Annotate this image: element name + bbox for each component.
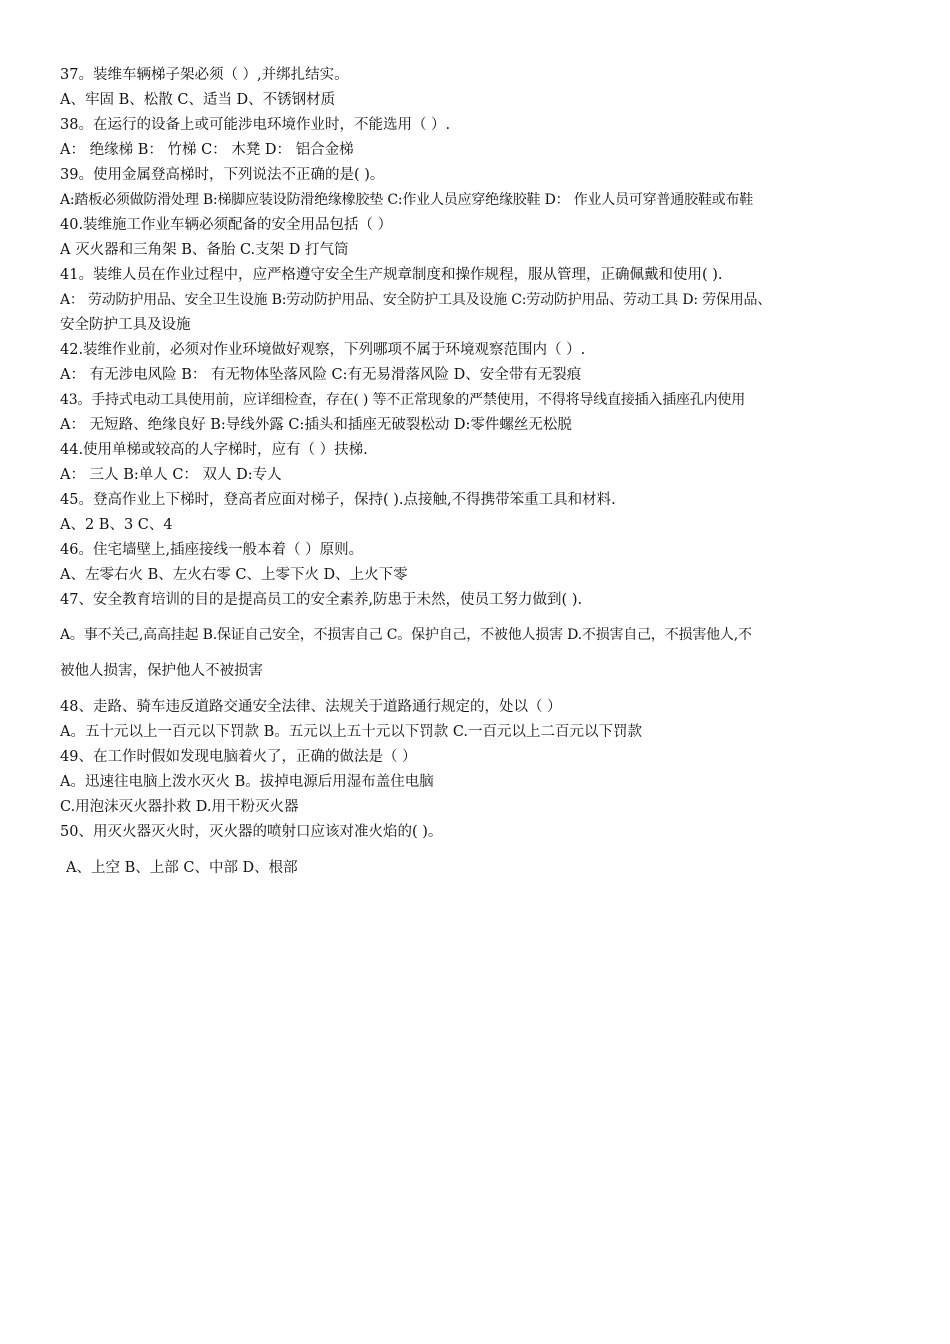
- question-47: 47、安全教育培训的目的是提高员工的安全素养,防患于未然，使员工努力做到( ).: [60, 592, 583, 608]
- options-46: A、左零右火 B、左火右零 C、上零下火 D、上火下零: [60, 567, 408, 583]
- question-42: 42.装维作业前，必须对作业环境做好观察，下列哪项不属于环境观察范围内（ ）.: [60, 342, 586, 358]
- options-37: A、牢固 B、松散 C、适当 D、不锈钢材质: [60, 92, 336, 108]
- options-42: A： 有无涉电风险 B： 有无物体坠落风险 C:有无易滑落风险 D、安全带有无裂痕: [60, 367, 582, 383]
- options-50: A、上空 B、上部 C、中部 D、根部: [66, 860, 298, 876]
- question-49: 49、在工作时假如发现电脑着火了，正确的做法是（ ）: [60, 749, 417, 765]
- question-45: 45。登高作业上下梯时，登高者应面对梯子，保持( ).点接触,不得携带笨重工具和材料.: [60, 492, 616, 508]
- question-50: 50、用灭火器灭火时，灭火器的喷射口应该对准火焰的( )。: [60, 824, 443, 840]
- options-49-ab: A。迅速往电脑上泼水灭火 B。拔掉电源后用湿布盖住电脑: [60, 774, 434, 790]
- question-38: 38。在运行的设备上或可能涉电环境作业时，不能选用（ ）.: [60, 117, 451, 133]
- question-43: 43。手持式电动工具使用前，应详细检查，存在( ) 等不正常现象的严禁使用，不得将导线直接插入插座孔内使用: [60, 392, 746, 408]
- options-41: A： 劳动防护用品、安全卫生设施 B:劳动防护用品、安全防护工具及设施 C:劳动防护用品、劳动工具 D: 劳保用品、: [60, 292, 772, 308]
- options-49-cd: C.用泡沫灭火器扑救 D.用干粉灭火器: [60, 799, 299, 815]
- options-38: A： 绝缘梯 B： 竹梯 C： 木凳 D： 铝合金梯: [60, 142, 354, 158]
- options-44: A： 三人 B:单人 C： 双人 D:专人: [60, 467, 282, 483]
- question-37: 37。装维车辆梯子架必须（ ）,并绑扎结实。: [60, 67, 349, 83]
- options-39: A:踏板必须做防滑处理 B:梯脚应装设防滑绝缘橡胶垫 C:作业人员应穿绝缘胶鞋 D： 作业人员可穿普通胶鞋或布鞋: [60, 192, 754, 208]
- question-44: 44.使用单梯或较高的人字梯时，应有（ ）扶梯.: [60, 442, 368, 458]
- question-46: 46。住宅墙壁上,插座接线一般本着（ ）原则。: [60, 542, 364, 558]
- options-43: A： 无短路、绝缘良好 B:导线外露 C:插头和插座无破裂松动 D:零件螺丝无松脱: [60, 417, 572, 433]
- options-47: A。事不关己,高高挂起 B.保证自己安全，不损害自己 C。保护自己，不被他人损害 D.不损害自己，不损害他人,不: [60, 627, 752, 643]
- question-39: 39。使用金属登高梯时，下列说法不正确的是( )。: [60, 167, 385, 183]
- options-47-continued: 被他人损害，保护他人不被损害: [60, 663, 263, 679]
- options-45: A、2 B、3 C、4: [60, 517, 173, 533]
- options-41-continued: 安全防护工具及设施: [60, 317, 191, 333]
- question-40: 40.装维施工作业车辆必须配备的安全用品包括（ ）: [60, 217, 393, 233]
- question-48: 48、走路、骑车违反道路交通安全法律、法规关于道路通行规定的，处以（ ）: [60, 699, 562, 715]
- options-40: A 灭火器和三角架 B、备胎 C.支架 D 打气筒: [60, 242, 349, 258]
- question-41: 41。装维人员在作业过程中，应严格遵守安全生产规章制度和操作规程，服从管理，正确佩戴和使用( ).: [60, 267, 723, 283]
- options-48: A。五十元以上一百元以下罚款 B。五元以上五十元以下罚款 C.一百元以上二百元以下罚款: [60, 724, 643, 740]
